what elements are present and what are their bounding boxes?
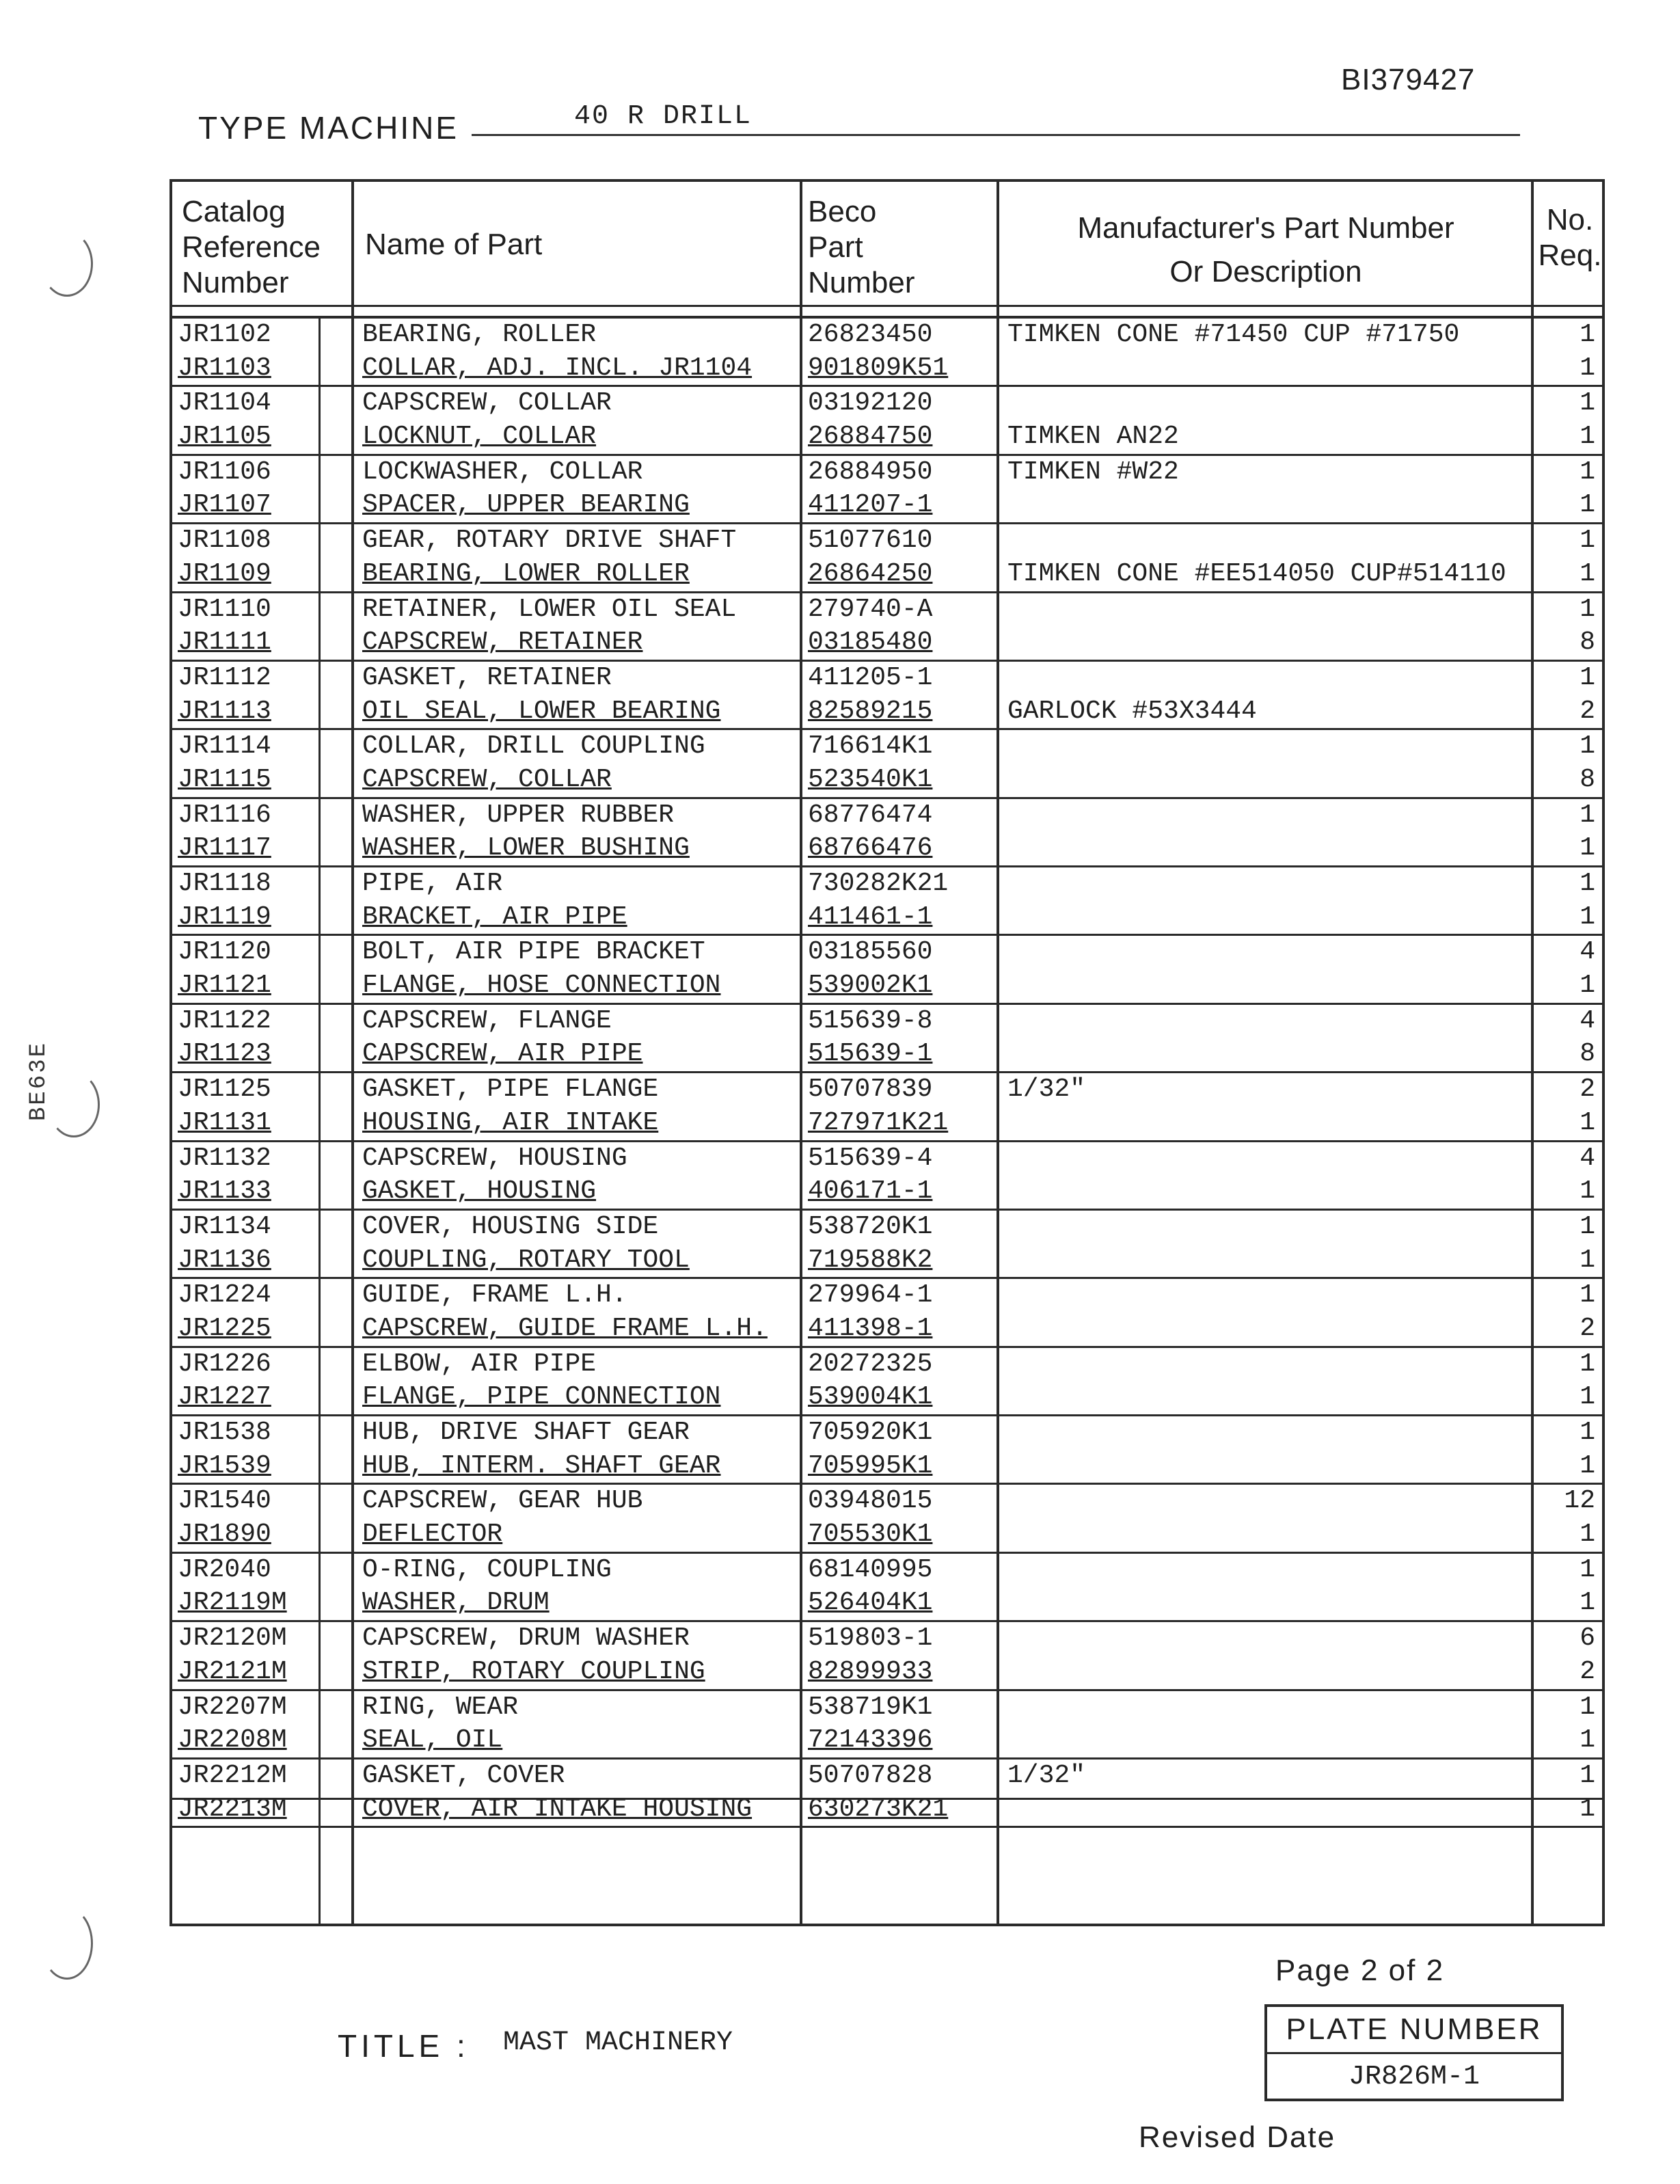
catalog-reference-cell: JR1132 (178, 1143, 271, 1173)
part-name-cell: GASKET, RETAINER (362, 662, 612, 692)
part-name-cell: WASHER, LOWER BUSHING (362, 833, 690, 863)
beco-part-number-cell: 730282K21 (808, 869, 949, 898)
part-name-cell: STRIP, ROTARY COUPLING (362, 1656, 705, 1686)
type-machine-label: TYPE MACHINE (198, 110, 459, 146)
quantity-required-cell: 1 (1580, 320, 1595, 349)
beco-part-number-cell: 538720K1 (808, 1211, 933, 1241)
part-name-cell: CAPSCREW, RETAINER (362, 628, 643, 658)
table-row (172, 867, 1602, 901)
part-name-cell: COUPLING, ROTARY TOOL (362, 1245, 690, 1275)
type-machine-value: 40 R DRILL (574, 101, 753, 132)
beco-part-number-cell: 705920K1 (808, 1418, 933, 1447)
beco-part-number-cell: 51077610 (808, 526, 933, 556)
catalog-reference-cell: JR1125 (178, 1075, 271, 1105)
punch-hole-middle (48, 1072, 100, 1137)
part-name-cell: RING, WEAR (362, 1692, 519, 1722)
part-name-cell: CAPSCREW, AIR PIPE (362, 1039, 643, 1069)
table-row (172, 387, 1602, 420)
beco-part-number-cell: 901809K51 (808, 353, 949, 383)
quantity-required-cell: 1 (1580, 594, 1595, 624)
manufacturer-part-cell: TIMKEN AN22 (1007, 422, 1179, 452)
table-row (172, 1038, 1602, 1073)
beco-part-number-cell: 72143396 (808, 1725, 933, 1755)
table-row (172, 832, 1602, 867)
quantity-required-cell: 1 (1580, 1760, 1595, 1790)
catalog-reference-cell: JR1111 (178, 628, 271, 658)
catalog-reference-cell: JR1114 (178, 731, 271, 761)
plate-number-label: PLATE NUMBER (1267, 2007, 1561, 2054)
title-value: MAST MACHINERY (503, 2027, 733, 2058)
table-row (172, 456, 1602, 489)
quantity-required-cell: 2 (1580, 1313, 1595, 1343)
beco-part-number-cell: 705995K1 (808, 1451, 933, 1481)
beco-part-number-cell: 515639-1 (808, 1039, 933, 1069)
catalog-reference-cell: JR1131 (178, 1107, 271, 1137)
beco-part-number-cell: 20272325 (808, 1349, 933, 1379)
catalog-reference-cell: JR1112 (178, 662, 271, 692)
table-row (172, 1279, 1602, 1312)
quantity-required-cell: 1 (1580, 558, 1595, 589)
part-name-cell: COVER, HOUSING SIDE (362, 1211, 659, 1241)
table-row (172, 1142, 1602, 1176)
beco-part-number-cell: 411207-1 (808, 490, 933, 520)
quantity-required-cell: 1 (1580, 869, 1595, 898)
part-name-cell: CAPSCREW, HOUSING (362, 1143, 627, 1173)
beco-part-number-cell: 526404K1 (808, 1588, 933, 1618)
beco-part-number-cell: 716614K1 (808, 731, 933, 761)
catalog-reference-cell: JR2213M (178, 1794, 287, 1824)
header-beco-part-number: Beco Part Number (808, 195, 915, 299)
part-name-cell: LOCKNUT, COLLAR (362, 422, 597, 452)
beco-part-number-cell: 50707828 (808, 1760, 933, 1790)
table-row (172, 1760, 1602, 1793)
table-row (172, 969, 1602, 1005)
table-row (172, 1073, 1602, 1107)
catalog-reference-cell: JR1117 (178, 833, 271, 863)
catalog-reference-cell: JR1108 (178, 526, 271, 556)
catalog-reference-cell: JR1890 (178, 1520, 271, 1550)
catalog-reference-cell: JR1118 (178, 869, 271, 898)
catalog-reference-cell: JR1116 (178, 800, 271, 830)
quantity-required-cell: 1 (1580, 1211, 1595, 1241)
beco-part-number-cell: 523540K1 (808, 764, 933, 794)
catalog-reference-cell: JR2212M (178, 1760, 287, 1790)
beco-part-number-cell: 411398-1 (808, 1313, 933, 1343)
quantity-required-cell: 1 (1580, 1349, 1595, 1379)
table-row (172, 1622, 1602, 1656)
title-label: TITLE : (338, 2028, 470, 2064)
header-no-req: No. Req. (1538, 203, 1602, 272)
catalog-reference-cell: JR1227 (178, 1382, 271, 1412)
manufacturer-part-cell: TIMKEN CONE #71450 CUP #71750 (1007, 320, 1460, 349)
side-stamp: BE63E (26, 1040, 52, 1121)
quantity-required-cell: 1 (1580, 1520, 1595, 1550)
beco-part-number-cell: 406171-1 (808, 1176, 933, 1206)
part-name-cell: FLANGE, PIPE CONNECTION (362, 1382, 721, 1412)
table-row (172, 558, 1602, 593)
catalog-reference-cell: JR1106 (178, 457, 271, 487)
table-row (172, 1724, 1602, 1760)
quantity-required-cell: 1 (1580, 833, 1595, 863)
quantity-required-cell: 1 (1580, 1418, 1595, 1447)
quantity-required-cell: 4 (1580, 1143, 1595, 1173)
table-row (172, 1691, 1602, 1725)
catalog-reference-cell: JR2208M (178, 1725, 287, 1755)
catalog-reference-cell: JR1134 (178, 1211, 271, 1241)
table-row (172, 1656, 1602, 1691)
table-row (172, 1381, 1602, 1416)
manufacturer-part-cell: GARLOCK #53X3444 (1007, 696, 1257, 726)
part-name-cell: OIL SEAL, LOWER BEARING (362, 696, 721, 726)
beco-part-number-cell: 539004K1 (808, 1382, 933, 1412)
part-name-cell: HOUSING, AIR INTAKE (362, 1107, 659, 1137)
catalog-reference-cell: JR2119M (178, 1588, 287, 1618)
punch-hole-bottom (41, 1907, 93, 1980)
table-row (172, 1107, 1602, 1142)
part-name-cell: WASHER, DRUM (362, 1588, 550, 1618)
beco-part-number-cell: 279740-A (808, 594, 933, 624)
catalog-reference-cell: JR2121M (178, 1656, 287, 1686)
part-name-cell: CAPSCREW, COLLAR (362, 388, 612, 418)
table-row (172, 1518, 1602, 1554)
parts-rows (172, 319, 1602, 1828)
catalog-reference-cell: JR1102 (178, 320, 271, 349)
table-row (172, 1348, 1602, 1381)
quantity-required-cell: 1 (1580, 353, 1595, 383)
quantity-required-cell: 1 (1580, 902, 1595, 932)
quantity-required-cell: 1 (1580, 1588, 1595, 1618)
catalog-reference-cell: JR1226 (178, 1349, 271, 1379)
part-name-cell: PIPE, AIR (362, 869, 503, 898)
catalog-reference-cell: JR1225 (178, 1313, 271, 1343)
table-row (172, 319, 1602, 352)
table-row (172, 695, 1602, 731)
quantity-required-cell: 4 (1580, 1006, 1595, 1036)
quantity-required-cell: 1 (1580, 490, 1595, 520)
quantity-required-cell: 1 (1580, 388, 1595, 418)
part-name-cell: O-RING, COUPLING (362, 1554, 612, 1585)
beco-part-number-cell: 515639-8 (808, 1006, 933, 1036)
quantity-required-cell: 1 (1580, 1725, 1595, 1755)
quantity-required-cell: 1 (1580, 1692, 1595, 1722)
header-rule (172, 305, 1602, 307)
beco-part-number-cell: 538719K1 (808, 1692, 933, 1722)
part-name-cell: WASHER, UPPER RUBBER (362, 800, 675, 830)
catalog-reference-cell: JR1120 (178, 937, 271, 967)
beco-part-number-cell: 519803-1 (808, 1623, 933, 1654)
part-name-cell: HUB, DRIVE SHAFT GEAR (362, 1418, 690, 1447)
table-row (172, 1416, 1602, 1450)
beco-part-number-cell: 50707839 (808, 1075, 933, 1105)
table-row (172, 1554, 1602, 1587)
document-id: BI379427 (1341, 63, 1476, 96)
table-row (172, 1211, 1602, 1244)
header-manufacturer-part: Manufacturer's Part Number Or Description (1077, 211, 1454, 288)
quantity-required-cell: 2 (1580, 1656, 1595, 1686)
quantity-required-cell: 6 (1580, 1623, 1595, 1654)
table-row (172, 1175, 1602, 1211)
part-name-cell: BEARING, LOWER ROLLER (362, 558, 690, 589)
table-row (172, 626, 1602, 662)
part-name-cell: BEARING, ROLLER (362, 320, 597, 349)
catalog-reference-cell: JR1539 (178, 1451, 271, 1481)
quantity-required-cell: 1 (1580, 662, 1595, 692)
quantity-required-cell: 1 (1580, 1794, 1595, 1824)
beco-part-number-cell: 26884750 (808, 422, 933, 452)
blank-row-rule-1 (172, 1798, 1602, 1800)
quantity-required-cell: 1 (1580, 1382, 1595, 1412)
punch-hole-top (41, 231, 93, 297)
quantity-required-cell: 1 (1580, 971, 1595, 1001)
table-row (172, 730, 1602, 764)
part-name-cell: RETAINER, LOWER OIL SEAL (362, 594, 737, 624)
part-name-cell: CAPSCREW, FLANGE (362, 1006, 612, 1036)
part-name-cell: CAPSCREW, COLLAR (362, 764, 612, 794)
part-name-cell: LOCKWASHER, COLLAR (362, 457, 643, 487)
table-row (172, 662, 1602, 695)
plate-number-value: JR826M-1 (1348, 2062, 1480, 2092)
type-machine-line (472, 134, 1520, 136)
quantity-required-cell: 1 (1580, 1280, 1595, 1310)
part-name-cell: SPACER, UPPER BEARING (362, 490, 690, 520)
table-row (172, 764, 1602, 799)
beco-part-number-cell: 03192120 (808, 388, 933, 418)
quantity-required-cell: 8 (1580, 1039, 1595, 1069)
part-name-cell: GASKET, HOUSING (362, 1176, 597, 1206)
quantity-required-cell: 1 (1580, 422, 1595, 452)
catalog-reference-cell: JR1115 (178, 764, 271, 794)
part-name-cell: ELBOW, AIR PIPE (362, 1349, 597, 1379)
quantity-required-cell: 8 (1580, 628, 1595, 658)
page-indicator: Page 2 of 2 (1275, 1954, 1445, 1987)
beco-part-number-cell: 68776474 (808, 800, 933, 830)
quantity-required-cell: 2 (1580, 696, 1595, 726)
beco-part-number-cell: 279964-1 (808, 1280, 933, 1310)
part-name-cell: CAPSCREW, GUIDE FRAME L.H. (362, 1313, 768, 1343)
table-row (172, 1450, 1602, 1485)
table-row (172, 1005, 1602, 1038)
quantity-required-cell: 4 (1580, 937, 1595, 967)
quantity-required-cell: 12 (1564, 1486, 1595, 1516)
beco-part-number-cell: 26864250 (808, 558, 933, 589)
catalog-reference-cell: JR1224 (178, 1280, 271, 1310)
catalog-reference-cell: JR1105 (178, 422, 271, 452)
table-row (172, 352, 1602, 388)
catalog-reference-cell: JR2040 (178, 1554, 271, 1585)
beco-part-number-cell: 539002K1 (808, 971, 933, 1001)
quantity-required-cell: 1 (1580, 731, 1595, 761)
table-row (172, 489, 1602, 524)
quantity-required-cell: 1 (1580, 1554, 1595, 1585)
catalog-reference-cell: JR1109 (178, 558, 271, 589)
beco-part-number-cell: 727971K21 (808, 1107, 949, 1137)
beco-part-number-cell: 82899933 (808, 1656, 933, 1686)
manufacturer-part-cell: 1/32" (1007, 1760, 1086, 1790)
catalog-reference-cell: JR1110 (178, 594, 271, 624)
catalog-reference-cell: JR2120M (178, 1623, 287, 1654)
beco-part-number-cell: 719588K2 (808, 1245, 933, 1275)
quantity-required-cell: 1 (1580, 1245, 1595, 1275)
header-catalog-reference: Catalog Reference Number (182, 195, 321, 299)
beco-part-number-cell: 705530K1 (808, 1520, 933, 1550)
table-row (172, 1587, 1602, 1622)
beco-part-number-cell: 26884950 (808, 457, 933, 487)
beco-part-number-cell: 03948015 (808, 1486, 933, 1516)
revised-date: Revised Date (1139, 2120, 1336, 2154)
part-name-cell: COVER, AIR INTAKE HOUSING (362, 1794, 753, 1824)
catalog-reference-cell: JR1122 (178, 1006, 271, 1036)
table-row (172, 799, 1602, 833)
catalog-reference-cell: JR1133 (178, 1176, 271, 1206)
catalog-reference-cell: JR1136 (178, 1245, 271, 1275)
part-name-cell: GASKET, COVER (362, 1760, 565, 1790)
beco-part-number-cell: 82589215 (808, 696, 933, 726)
beco-part-number-cell: 26823450 (808, 320, 933, 349)
quantity-required-cell: 1 (1580, 457, 1595, 487)
table-row (172, 1485, 1602, 1518)
table-row (172, 1312, 1602, 1348)
part-name-cell: COLLAR, DRILL COUPLING (362, 731, 705, 761)
table-row (172, 901, 1602, 936)
part-name-cell: COLLAR, ADJ. INCL. JR1104 (362, 353, 753, 383)
manufacturer-part-cell: TIMKEN #W22 (1007, 457, 1179, 487)
quantity-required-cell: 1 (1580, 1176, 1595, 1206)
table-row (172, 936, 1602, 969)
table-row (172, 1244, 1602, 1280)
plate-number-box (1264, 2004, 1564, 2101)
catalog-reference-cell: JR1123 (178, 1039, 271, 1069)
quantity-required-cell: 2 (1580, 1075, 1595, 1105)
catalog-reference-cell: JR1121 (178, 971, 271, 1001)
part-name-cell: CAPSCREW, DRUM WASHER (362, 1623, 690, 1654)
quantity-required-cell: 8 (1580, 764, 1595, 794)
part-name-cell: FLANGE, HOSE CONNECTION (362, 971, 721, 1001)
catalog-reference-cell: JR1119 (178, 902, 271, 932)
quantity-required-cell: 1 (1580, 1451, 1595, 1481)
beco-part-number-cell: 03185480 (808, 628, 933, 658)
parts-table (170, 179, 1605, 1926)
beco-part-number-cell: 411205-1 (808, 662, 933, 692)
part-name-cell: GASKET, PIPE FLANGE (362, 1075, 659, 1105)
part-name-cell: HUB, INTERM. SHAFT GEAR (362, 1451, 721, 1481)
part-name-cell: GUIDE, FRAME L.H. (362, 1280, 627, 1310)
header-name-of-part: Name of Part (365, 228, 543, 261)
part-name-cell: DEFLECTOR (362, 1520, 503, 1550)
table-row (172, 420, 1602, 456)
part-name-cell: BOLT, AIR PIPE BRACKET (362, 937, 705, 967)
catalog-reference-cell: JR1107 (178, 490, 271, 520)
part-name-cell: CAPSCREW, GEAR HUB (362, 1486, 643, 1516)
beco-part-number-cell: 630273K21 (808, 1794, 949, 1824)
catalog-reference-cell: JR1113 (178, 696, 271, 726)
catalog-reference-cell: JR1103 (178, 353, 271, 383)
part-name-cell: BRACKET, AIR PIPE (362, 902, 627, 932)
quantity-required-cell: 1 (1580, 800, 1595, 830)
table-row (172, 593, 1602, 627)
beco-part-number-cell: 411461-1 (808, 902, 933, 932)
manufacturer-part-cell: 1/32" (1007, 1075, 1086, 1105)
table-row (172, 524, 1602, 558)
part-name-cell: GEAR, ROTARY DRIVE SHAFT (362, 526, 737, 556)
catalog-reference-cell: JR1104 (178, 388, 271, 418)
manufacturer-part-cell: TIMKEN CONE #EE514050 CUP#514110 (1007, 558, 1506, 589)
beco-part-number-cell: 68766476 (808, 833, 933, 863)
quantity-required-cell: 1 (1580, 526, 1595, 556)
beco-part-number-cell: 03185560 (808, 937, 933, 967)
catalog-reference-cell: JR1540 (178, 1486, 271, 1516)
beco-part-number-cell: 68140995 (808, 1554, 933, 1585)
beco-part-number-cell: 515639-4 (808, 1143, 933, 1173)
quantity-required-cell: 1 (1580, 1107, 1595, 1137)
catalog-reference-cell: JR2207M (178, 1692, 287, 1722)
part-name-cell: SEAL, OIL (362, 1725, 503, 1755)
catalog-reference-cell: JR1538 (178, 1418, 271, 1447)
